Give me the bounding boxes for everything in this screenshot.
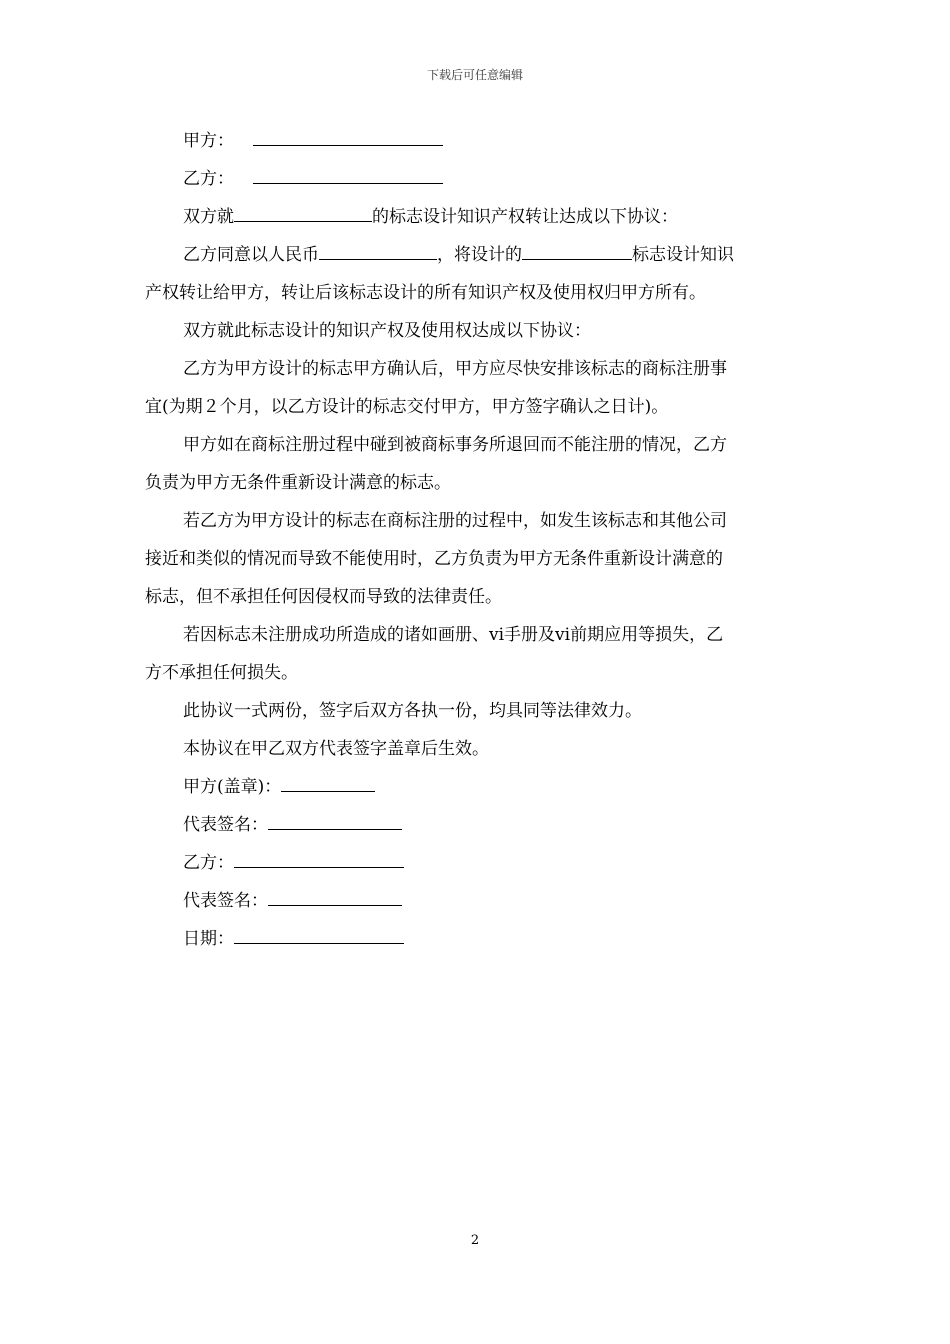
page-number: 2 — [470, 1233, 480, 1248]
paragraph-6-line-2: 方不承担任何损失。 — [145, 663, 298, 683]
intro-suffix: 的标志设计知识产权转让达成以下协议： — [372, 207, 678, 227]
rep-a-label: 代表签名： — [183, 815, 268, 835]
paragraph-8: 本协议在甲乙双方代表签字盖章后生效。 — [183, 739, 489, 759]
party-b-blank — [253, 161, 443, 184]
party-a-seal-blank — [281, 769, 375, 792]
intro-prefix: 双方就 — [183, 207, 234, 227]
party-b-sign-blank — [234, 845, 404, 868]
paragraph-3-line-1: 乙方为甲方设计的标志甲方确认后，甲方应尽快安排该标志的商标注册事 — [183, 359, 727, 379]
paragraph-5-line-3: 标志，但不承担任何因侵权而导致的法律责任。 — [145, 587, 502, 607]
party-b-label: 乙方： — [183, 169, 234, 189]
rep-b-label: 代表签名： — [183, 891, 268, 911]
paragraph-5-line-2: 接近和类似的情况而导致不能使用时，乙方负责为甲方无条件重新设计满意的 — [145, 549, 723, 569]
design-name-blank — [522, 237, 632, 260]
paragraph-1-line-1 — [145, 236, 805, 274]
paragraph-1-line-2: 产权转让给甲方，转让后该标志设计的所有知识产权及使用权归甲方所有。 — [145, 283, 706, 303]
party-b-sign-label: 乙方： — [183, 853, 234, 873]
party-a-seal-label: 甲方(盖章)： — [183, 777, 282, 797]
paragraph-7: 此协议一式两份，签字后双方各执一份，均具同等法律效力。 — [183, 701, 642, 721]
party-b-line — [145, 160, 805, 198]
date-blank — [234, 921, 404, 944]
intro-line — [145, 198, 805, 236]
project-name-blank — [234, 199, 372, 222]
paragraph-6-line-1: 若因标志未注册成功所造成的诸如画册、vi手册及vi前期应用等损失，乙 — [183, 625, 724, 645]
contract-body — [145, 122, 805, 958]
rep-a-blank — [268, 807, 402, 830]
p1-part2: ，将设计的 — [437, 245, 522, 265]
paragraph-5-line-1: 若乙方为甲方设计的标志在商标注册的过程中，如发生该标志和其他公司 — [183, 511, 727, 531]
paragraph-2: 双方就此标志设计的知识产权及使用权达成以下协议： — [183, 321, 591, 341]
page-header: 下载后可任意编辑 — [426, 68, 523, 82]
paragraph-4-line-1: 甲方如在商标注册过程中碰到被商标事务所退回而不能注册的情况，乙方 — [183, 435, 727, 455]
party-a-label: 甲方： — [183, 131, 234, 151]
date-label: 日期： — [183, 929, 234, 949]
amount-blank — [319, 237, 437, 260]
paragraph-4-line-2: 负责为甲方无条件重新设计满意的标志。 — [145, 473, 451, 493]
date-line — [145, 920, 805, 958]
rep-b-blank — [268, 883, 402, 906]
p1-part1: 乙方同意以人民币 — [183, 245, 319, 265]
rep-b-line — [145, 882, 805, 920]
party-a-seal-line — [145, 768, 805, 806]
party-a-line — [145, 122, 805, 160]
p1-part3: 标志设计知识 — [632, 245, 734, 265]
rep-a-line — [145, 806, 805, 844]
party-b-sign-line — [145, 844, 805, 882]
paragraph-3-line-2: 宜(为期２个月，以乙方设计的标志交付甲方，甲方签字确认之日计)。 — [145, 397, 669, 417]
party-a-blank — [253, 123, 443, 146]
